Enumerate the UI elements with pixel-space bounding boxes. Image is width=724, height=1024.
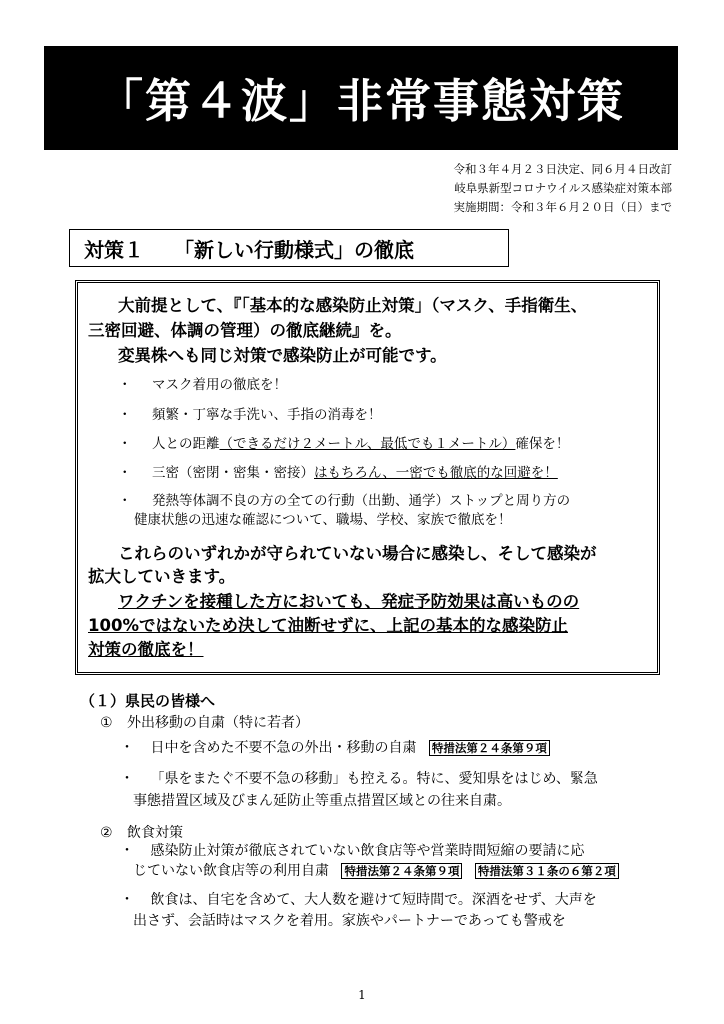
item1-bullet-2 xyxy=(120,768,598,788)
document-meta xyxy=(454,160,673,217)
bullet-dot: ・ xyxy=(120,892,134,908)
item1-bullet-2-cont: 事態措置区域及びまん延防止等重点措置区域との往来自粛。 xyxy=(133,793,511,809)
law-tag: 特措法第２４条第９項 xyxy=(429,740,550,756)
issuing-body: 岐阜県新型コロナウイルス感染症対策本部 xyxy=(454,181,672,195)
item2-bullet-1 xyxy=(120,840,584,860)
item1-bullet-1 xyxy=(120,737,550,757)
bullet-dot: ・ xyxy=(120,771,134,787)
outro-line-2: 拡大していきます。 xyxy=(88,567,236,586)
law-tag: 特措法第２４条第９項 xyxy=(341,863,462,879)
page-number: 1 xyxy=(358,988,366,1002)
page-title: 「第４波」非常事態対策 xyxy=(44,46,678,150)
bullet-text: 人との距離（できるだけ２メートル、最低でも１メートル）確保を！ xyxy=(152,436,570,452)
bullet-text: 日中を含めた不要不急の外出・移動の自粛 xyxy=(150,740,417,756)
outro-line-1: これらのいずれかが守られていない場合に感染し、そして感染が xyxy=(118,544,597,563)
vaccine-line-2: 100%ではないため決して油断せずに、上記の基本的な感染防止 xyxy=(88,616,568,635)
decision-date: 令和３年４月２３日決定、同６月４日改訂 xyxy=(453,162,672,176)
bullet-text: 発熱等体調不良の方の全ての行動（出勤、通学）ストップと周り方の xyxy=(152,493,571,509)
bullet-text: 感染防止対策が徹底されていない飲食店等や営業時間短縮の要請に応 xyxy=(150,843,585,859)
bullet-text: マスク着用の徹底を！ xyxy=(152,377,287,393)
bullet-text: 「県をまたぐ不要不急の移動」も控える。特に、愛知県をはじめ、緊急 xyxy=(150,771,598,787)
bullet-text: 飲食は、自宅を含めて、大人数を避けて短時間で。深酒をせず、大声を xyxy=(150,892,597,908)
item2-title: 飲食対策 xyxy=(127,825,184,841)
bullet-dot: ・ xyxy=(118,465,132,481)
bullet-text: じていない飲食店等の利用自粛 xyxy=(133,863,329,879)
implementation-period: 実施期間：令和３年６月２０日（日）まで xyxy=(453,200,672,214)
bullet-dot: ・ xyxy=(118,493,132,509)
item1-heading xyxy=(100,712,309,732)
vaccine-line-1: ワクチンを接種した方においても、発症予防効果は高いものの xyxy=(118,592,580,611)
item1-number: ① xyxy=(100,715,113,731)
item2-heading xyxy=(100,822,183,842)
bullet-text: 三密（密閉・密集・密接）はもちろん、一密でも徹底的な回避を！ xyxy=(152,465,558,481)
vaccine-line-3: 対策の徹底を！ xyxy=(88,640,204,659)
bullet-dot: ・ xyxy=(120,740,134,756)
intro-line-2: 三密回避、体調の管理）の徹底継続』を。 xyxy=(88,321,402,340)
measure-title: 対策１ 「新しい行動様式」の徹底 xyxy=(69,229,509,267)
intro-line-3: 変異株へも同じ対策で感染防止が可能です。 xyxy=(118,346,447,365)
bullet-dot: ・ xyxy=(120,843,134,859)
bullet-symptoms-cont: 健康状態の迅速な確認について、職場、学校、家族で徹底を！ xyxy=(134,512,512,528)
section-heading: （１）県民の皆様へ xyxy=(80,692,216,710)
item2-bullet-1-cont xyxy=(133,860,619,880)
item2-number: ② xyxy=(100,825,113,841)
law-tag: 特措法第３１条の６第２項 xyxy=(475,863,619,879)
item1-title: 外出移動の自粛（特に若者） xyxy=(127,715,310,731)
item2-bullet-2-cont: 出さず、会話時はマスクを着用。家族やパートナーであっても警戒を xyxy=(133,913,566,929)
bullet-dot: ・ xyxy=(118,436,132,452)
bullet-text: 頻繁・丁寧な手洗い、手指の消毒を！ xyxy=(152,407,382,423)
item2-bullet-2 xyxy=(120,889,597,909)
bullet-dot: ・ xyxy=(118,407,132,423)
bullet-dot: ・ xyxy=(118,377,132,393)
intro-line-1: 大前提として、『「基本的な感染防止対策」（マスク、手指衛生、 xyxy=(118,296,588,315)
